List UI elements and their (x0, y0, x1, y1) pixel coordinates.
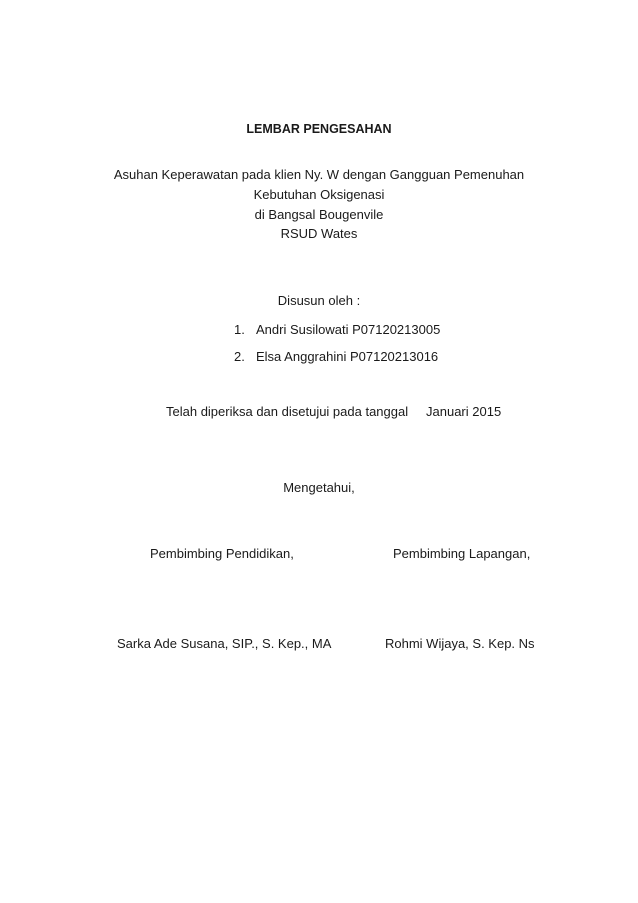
subject-line-3: di Bangsal Bougenvile (254, 207, 384, 222)
acknowledged-label: Mengetahui, (283, 480, 355, 495)
author-text: Elsa Anggrahini P07120213016 (256, 349, 439, 364)
author-text: Andri Susilowati P07120213005 (256, 322, 441, 337)
author-item (234, 349, 440, 376)
author-number: 1. (234, 322, 245, 337)
author-number: 2. (234, 349, 245, 364)
approval-text: Telah diperiksa dan disetujui pada tanggal (166, 404, 409, 419)
subject-line-4: RSUD Wates (280, 226, 358, 241)
advisor-academic-name: Sarka Ade Susana, SIP., S. Kep., MA (117, 636, 332, 651)
advisor-academic-label: Pembimbing Pendidikan, (150, 546, 294, 561)
author-list (234, 322, 440, 376)
prepared-by-label: Disusun oleh : (277, 293, 361, 308)
advisor-field-name: Rohmi Wijaya, S. Kep. Ns (385, 636, 535, 651)
author-item (234, 322, 440, 349)
advisor-field-label: Pembimbing Lapangan, (393, 546, 531, 561)
document-title: LEMBAR PENGESAHAN (246, 122, 392, 136)
approval-date: Januari 2015 (426, 404, 502, 419)
subject-line-1: Asuhan Keperawatan pada klien Ny. W dengan Gangguan Pemenuhan (113, 167, 525, 182)
subject-line-2: Kebutuhan Oksigenasi (253, 187, 385, 202)
